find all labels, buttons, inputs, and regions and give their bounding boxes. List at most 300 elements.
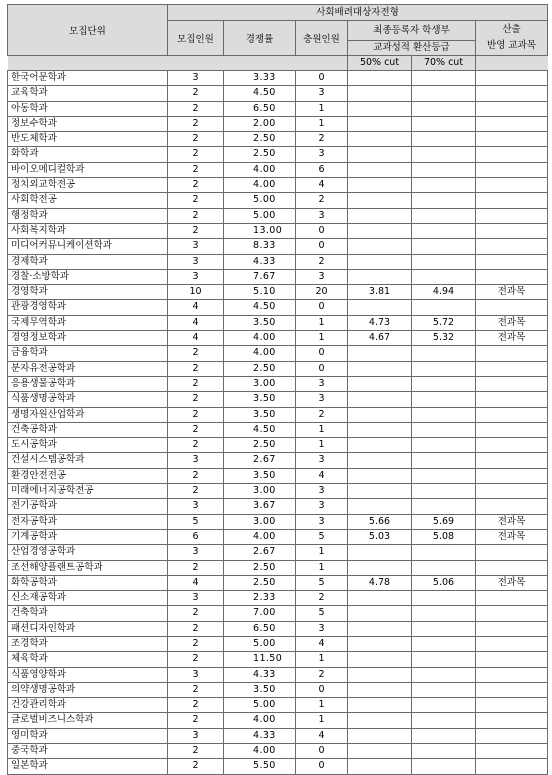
added-cell: 1 — [296, 331, 348, 346]
cut50-cell — [348, 101, 412, 116]
cut70-cell — [412, 438, 476, 453]
cut70-cell — [412, 346, 476, 361]
added-cell: 0 — [296, 239, 348, 254]
added-cell: 1 — [296, 315, 348, 330]
cut70-cell — [412, 208, 476, 223]
dept-cell: 사회학전공 — [8, 193, 168, 208]
table-row — [8, 682, 548, 697]
cut50-cell — [348, 178, 412, 193]
table-row — [8, 392, 548, 407]
cut70-cell — [412, 300, 476, 315]
dept-cell: 조경학과 — [8, 636, 168, 651]
quota-cell: 2 — [168, 178, 224, 193]
table-row — [8, 728, 548, 743]
dept-cell: 행정학과 — [8, 208, 168, 223]
cut50-cell — [348, 71, 412, 86]
table-row — [8, 560, 548, 575]
quota-cell: 2 — [168, 484, 224, 499]
table-row — [8, 652, 548, 667]
added-cell: 1 — [296, 545, 348, 560]
dept-cell: 조선해양플랜트공학과 — [8, 560, 168, 575]
competition-cell: 2.50 — [224, 438, 296, 453]
cut50-cell: 5.66 — [348, 514, 412, 529]
dept-cell: 건강관리학과 — [8, 698, 168, 713]
dept-cell: 정보수학과 — [8, 116, 168, 131]
added-cell: 1 — [296, 652, 348, 667]
quota-cell: 4 — [168, 331, 224, 346]
added-cell: 0 — [296, 300, 348, 315]
cut50-cell — [348, 392, 412, 407]
table-row — [8, 346, 548, 361]
added-cell: 3 — [296, 453, 348, 468]
header-cut50: 50% cut — [348, 56, 412, 71]
subjects-cell — [476, 606, 548, 621]
dept-cell: 영미학과 — [8, 728, 168, 743]
header-cut70: 70% cut — [412, 56, 476, 71]
table-row — [8, 438, 548, 453]
cut70-cell — [412, 499, 476, 514]
subjects-cell: 전과목 — [476, 575, 548, 590]
quota-cell: 2 — [168, 652, 224, 667]
table-row — [8, 514, 548, 529]
competition-cell: 8.33 — [224, 239, 296, 254]
cut50-cell — [348, 86, 412, 101]
cut50-cell — [348, 682, 412, 697]
quota-cell: 3 — [168, 239, 224, 254]
cut70-cell — [412, 407, 476, 422]
added-cell: 3 — [296, 499, 348, 514]
added-cell: 3 — [296, 484, 348, 499]
subjects-cell — [476, 86, 548, 101]
table-row — [8, 545, 548, 560]
added-cell: 0 — [296, 346, 348, 361]
cut70-cell — [412, 682, 476, 697]
cut70-cell — [412, 713, 476, 728]
quota-cell: 2 — [168, 744, 224, 759]
dept-cell: 건축공학과 — [8, 422, 168, 437]
table-row — [8, 636, 548, 651]
table-row — [8, 575, 548, 590]
table-row — [8, 208, 548, 223]
cut50-cell — [348, 698, 412, 713]
cut70-cell: 5.72 — [412, 315, 476, 330]
table-row — [8, 407, 548, 422]
quota-cell: 4 — [168, 315, 224, 330]
added-cell: 2 — [296, 193, 348, 208]
subjects-cell — [476, 759, 548, 774]
table-row — [8, 422, 548, 437]
subjects-cell: 전과목 — [476, 285, 548, 300]
cut50-cell — [348, 361, 412, 376]
dept-cell: 전자공학과 — [8, 514, 168, 529]
dept-cell: 산업경영공학과 — [8, 545, 168, 560]
cut70-cell — [412, 254, 476, 269]
quota-cell: 2 — [168, 86, 224, 101]
subjects-cell: 전과목 — [476, 331, 548, 346]
competition-cell: 2.50 — [224, 132, 296, 147]
cut50-cell — [348, 713, 412, 728]
quota-cell: 2 — [168, 162, 224, 177]
subjects-cell: 전과목 — [476, 315, 548, 330]
table-row — [8, 285, 548, 300]
dept-cell: 체육학과 — [8, 652, 168, 667]
subjects-cell — [476, 744, 548, 759]
header-calc-line2: 반영 교과목 — [487, 40, 536, 51]
cut50-cell — [348, 636, 412, 651]
header-final-line2: 교과성적 환산등급 — [373, 42, 450, 53]
added-cell: 2 — [296, 667, 348, 682]
cut70-cell — [412, 71, 476, 86]
subjects-cell — [476, 116, 548, 131]
cut50-cell — [348, 652, 412, 667]
added-cell: 1 — [296, 422, 348, 437]
subjects-cell — [476, 147, 548, 162]
dept-cell: 기계공학과 — [8, 529, 168, 544]
header-quota: 모집인원 — [168, 21, 224, 56]
dept-cell: 경찰·소방학과 — [8, 269, 168, 284]
cut50-cell — [348, 239, 412, 254]
table-row — [8, 300, 548, 315]
header-final-grade — [348, 21, 476, 41]
quota-cell: 4 — [168, 300, 224, 315]
added-cell: 1 — [296, 438, 348, 453]
cut50-cell — [348, 438, 412, 453]
subjects-cell — [476, 560, 548, 575]
competition-cell: 3.00 — [224, 376, 296, 391]
cut70-cell — [412, 744, 476, 759]
competition-cell: 3.00 — [224, 514, 296, 529]
added-cell: 3 — [296, 86, 348, 101]
cut50-cell: 4.73 — [348, 315, 412, 330]
dept-cell: 식품생명공학과 — [8, 392, 168, 407]
dept-cell: 금융학과 — [8, 346, 168, 361]
quota-cell: 3 — [168, 728, 224, 743]
dept-cell: 환경안전전공 — [8, 468, 168, 483]
cut50-cell — [348, 376, 412, 391]
quota-cell: 3 — [168, 667, 224, 682]
subjects-cell — [476, 698, 548, 713]
competition-cell: 4.33 — [224, 254, 296, 269]
cut70-cell — [412, 193, 476, 208]
cut50-cell — [348, 223, 412, 238]
quota-cell: 2 — [168, 407, 224, 422]
admissions-table — [7, 4, 548, 775]
table-row — [8, 484, 548, 499]
dept-cell: 도시공학과 — [8, 438, 168, 453]
subjects-cell — [476, 682, 548, 697]
quota-cell: 2 — [168, 223, 224, 238]
table-row — [8, 606, 548, 621]
cut50-cell — [348, 162, 412, 177]
added-cell: 2 — [296, 591, 348, 606]
added-cell: 6 — [296, 162, 348, 177]
cut70-cell — [412, 667, 476, 682]
competition-cell: 2.67 — [224, 453, 296, 468]
subjects-cell — [476, 178, 548, 193]
cut50-cell — [348, 759, 412, 774]
subjects-cell — [476, 162, 548, 177]
quota-cell: 2 — [168, 116, 224, 131]
competition-cell: 4.00 — [224, 744, 296, 759]
competition-cell: 4.33 — [224, 728, 296, 743]
quota-cell: 2 — [168, 132, 224, 147]
competition-cell: 6.50 — [224, 621, 296, 636]
quota-cell: 2 — [168, 147, 224, 162]
added-cell: 3 — [296, 621, 348, 636]
subjects-cell — [476, 728, 548, 743]
quota-cell: 5 — [168, 514, 224, 529]
cut70-cell — [412, 621, 476, 636]
table-row — [8, 744, 548, 759]
dept-cell: 신소재공학과 — [8, 591, 168, 606]
cut50-cell — [348, 560, 412, 575]
table-row — [8, 254, 548, 269]
competition-cell: 4.00 — [224, 331, 296, 346]
cut50-cell — [348, 193, 412, 208]
added-cell: 20 — [296, 285, 348, 300]
dept-cell: 분자유전공학과 — [8, 361, 168, 376]
competition-cell: 2.00 — [224, 116, 296, 131]
cut70-cell — [412, 162, 476, 177]
cut70-cell — [412, 606, 476, 621]
table-body — [8, 71, 548, 775]
cut70-cell — [412, 728, 476, 743]
cut50-cell — [348, 606, 412, 621]
table-row — [8, 529, 548, 544]
table-row — [8, 162, 548, 177]
dept-cell: 반도체학과 — [8, 132, 168, 147]
subjects-cell — [476, 636, 548, 651]
cut70-cell — [412, 132, 476, 147]
dept-cell: 의약생명공학과 — [8, 682, 168, 697]
table-row — [8, 116, 548, 131]
subjects-cell — [476, 667, 548, 682]
competition-cell: 4.00 — [224, 529, 296, 544]
header-final-line2-cell — [348, 41, 476, 56]
cut50-cell — [348, 499, 412, 514]
competition-cell: 3.50 — [224, 407, 296, 422]
dept-cell: 건축학과 — [8, 606, 168, 621]
table-row — [8, 178, 548, 193]
quota-cell: 6 — [168, 529, 224, 544]
dept-cell: 일본학과 — [8, 759, 168, 774]
quota-cell: 2 — [168, 713, 224, 728]
subjects-cell — [476, 545, 548, 560]
added-cell: 0 — [296, 759, 348, 774]
quota-cell: 3 — [168, 269, 224, 284]
competition-cell: 11.50 — [224, 652, 296, 667]
cut70-cell — [412, 239, 476, 254]
added-cell: 0 — [296, 744, 348, 759]
cut50-cell — [348, 591, 412, 606]
added-cell: 0 — [296, 71, 348, 86]
admissions-table-sheet — [7, 4, 548, 775]
competition-cell: 3.50 — [224, 315, 296, 330]
added-cell: 0 — [296, 361, 348, 376]
cut50-cell — [348, 346, 412, 361]
cut50-cell — [348, 254, 412, 269]
quota-cell: 2 — [168, 346, 224, 361]
dept-cell: 국제무역학과 — [8, 315, 168, 330]
table-row — [8, 193, 548, 208]
added-cell: 2 — [296, 132, 348, 147]
cut50-cell — [348, 621, 412, 636]
dept-cell: 전기공학과 — [8, 499, 168, 514]
header-competition: 경쟁률 — [224, 21, 296, 56]
table-row — [8, 223, 548, 238]
table-header — [8, 5, 548, 71]
quota-cell: 2 — [168, 621, 224, 636]
header-final-line1: 최종등록자 학생부 — [373, 25, 450, 36]
dept-cell: 경제학과 — [8, 254, 168, 269]
subjects-cell — [476, 392, 548, 407]
cut70-cell — [412, 484, 476, 499]
dept-cell: 중국학과 — [8, 744, 168, 759]
competition-cell: 2.50 — [224, 560, 296, 575]
added-cell: 1 — [296, 713, 348, 728]
dept-cell: 미래에너지공학전공 — [8, 484, 168, 499]
dept-cell: 바이오메디컬학과 — [8, 162, 168, 177]
added-cell: 1 — [296, 698, 348, 713]
table-row — [8, 147, 548, 162]
subjects-cell — [476, 254, 548, 269]
dept-cell: 미디어커뮤니케이션학과 — [8, 239, 168, 254]
competition-cell: 4.00 — [224, 346, 296, 361]
dept-cell: 화학공학과 — [8, 575, 168, 590]
dept-cell: 화학과 — [8, 147, 168, 162]
cut70-cell — [412, 269, 476, 284]
header-unit: 모집단위 — [8, 5, 168, 56]
subjects-cell — [476, 713, 548, 728]
quota-cell: 2 — [168, 361, 224, 376]
table-row — [8, 376, 548, 391]
added-cell: 3 — [296, 376, 348, 391]
competition-cell: 3.33 — [224, 71, 296, 86]
subjects-cell — [476, 269, 548, 284]
quota-cell: 2 — [168, 438, 224, 453]
table-row — [8, 86, 548, 101]
quota-cell: 2 — [168, 560, 224, 575]
cut70-cell — [412, 223, 476, 238]
dept-cell: 건설시스템공학과 — [8, 453, 168, 468]
cut50-cell — [348, 453, 412, 468]
cut70-cell — [412, 178, 476, 193]
competition-cell: 4.33 — [224, 667, 296, 682]
cut70-cell — [412, 361, 476, 376]
subjects-cell — [476, 223, 548, 238]
dept-cell: 패션디자인학과 — [8, 621, 168, 636]
cut70-cell — [412, 101, 476, 116]
cut50-cell — [348, 545, 412, 560]
subjects-cell — [476, 300, 548, 315]
cut50-cell — [348, 468, 412, 483]
table-row — [8, 71, 548, 86]
competition-cell: 2.33 — [224, 591, 296, 606]
table-row — [8, 667, 548, 682]
dept-cell: 경영정보학과 — [8, 331, 168, 346]
competition-cell: 3.67 — [224, 499, 296, 514]
quota-cell: 10 — [168, 285, 224, 300]
cut70-cell — [412, 698, 476, 713]
competition-cell: 7.67 — [224, 269, 296, 284]
cut70-cell: 5.06 — [412, 575, 476, 590]
competition-cell: 2.67 — [224, 545, 296, 560]
cut50-cell — [348, 407, 412, 422]
subjects-cell — [476, 71, 548, 86]
cut70-cell: 5.69 — [412, 514, 476, 529]
subjects-cell — [476, 101, 548, 116]
cut70-cell — [412, 453, 476, 468]
quota-cell: 2 — [168, 682, 224, 697]
table-row — [8, 591, 548, 606]
cut50-cell — [348, 484, 412, 499]
competition-cell: 5.00 — [224, 698, 296, 713]
dept-cell: 식품영양학과 — [8, 667, 168, 682]
table-row — [8, 331, 548, 346]
dept-cell: 아동학과 — [8, 101, 168, 116]
quota-cell: 4 — [168, 575, 224, 590]
header-calc-line1: 산출 — [502, 24, 521, 35]
header-added: 충원인원 — [296, 21, 348, 56]
competition-cell: 6.50 — [224, 101, 296, 116]
cut50-cell: 4.67 — [348, 331, 412, 346]
subjects-cell: 전과목 — [476, 529, 548, 544]
cut50-cell — [348, 744, 412, 759]
subjects-cell — [476, 361, 548, 376]
added-cell: 0 — [296, 682, 348, 697]
table-row — [8, 713, 548, 728]
cut50-cell: 3.81 — [348, 285, 412, 300]
subjects-cell — [476, 422, 548, 437]
competition-cell: 5.50 — [224, 759, 296, 774]
competition-cell: 4.50 — [224, 422, 296, 437]
quota-cell: 3 — [168, 499, 224, 514]
cut50-cell — [348, 728, 412, 743]
quota-cell: 2 — [168, 422, 224, 437]
cut70-cell — [412, 652, 476, 667]
competition-cell: 3.50 — [224, 468, 296, 483]
added-cell: 1 — [296, 116, 348, 131]
added-cell: 4 — [296, 636, 348, 651]
added-cell: 5 — [296, 575, 348, 590]
table-row — [8, 269, 548, 284]
quota-cell: 3 — [168, 545, 224, 560]
subjects-cell — [476, 376, 548, 391]
subjects-cell — [476, 652, 548, 667]
competition-cell: 13.00 — [224, 223, 296, 238]
added-cell: 4 — [296, 178, 348, 193]
table-row — [8, 453, 548, 468]
cut70-cell — [412, 422, 476, 437]
table-row — [8, 361, 548, 376]
subjects-cell — [476, 438, 548, 453]
table-row — [8, 468, 548, 483]
cut70-cell — [412, 560, 476, 575]
competition-cell: 2.50 — [224, 147, 296, 162]
subjects-cell — [476, 499, 548, 514]
cut50-cell — [348, 269, 412, 284]
competition-cell: 2.50 — [224, 361, 296, 376]
added-cell: 2 — [296, 254, 348, 269]
subjects-cell — [476, 208, 548, 223]
added-cell: 3 — [296, 392, 348, 407]
added-cell: 5 — [296, 606, 348, 621]
dept-cell: 사회복지학과 — [8, 223, 168, 238]
subjects-cell — [476, 346, 548, 361]
cut50-cell — [348, 300, 412, 315]
cut50-cell — [348, 208, 412, 223]
added-cell: 3 — [296, 514, 348, 529]
